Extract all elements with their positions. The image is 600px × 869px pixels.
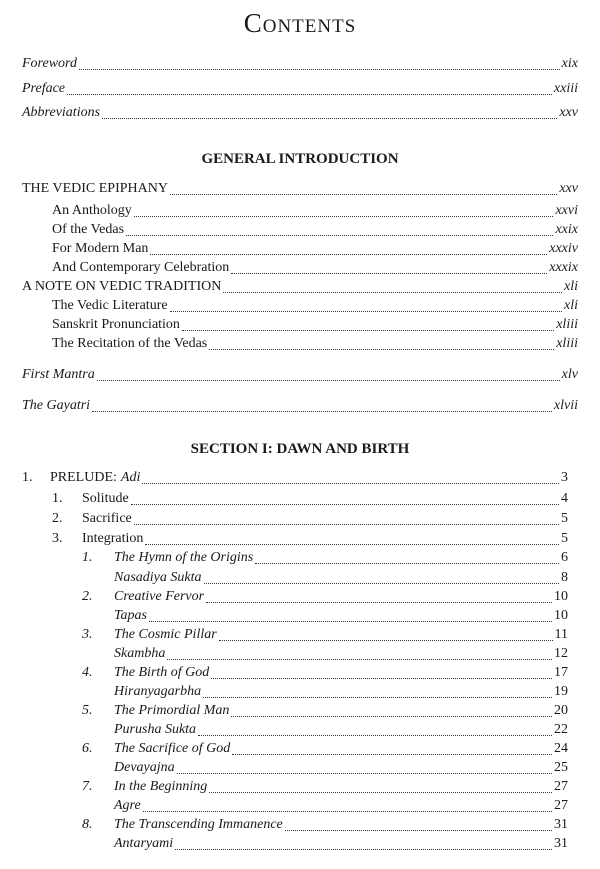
entry-label: Foreword [22,56,77,71]
entry-label: The Transcending Immanence [114,817,283,832]
entry-page: 10 [554,589,568,604]
entry-number: 3. [52,531,63,546]
entry-label: The Gayatri [22,398,91,413]
entry-number: 2. [82,589,93,604]
dot-leader [102,106,557,119]
dot-leader [134,512,559,525]
toc-entry [82,835,568,853]
entry-page: 5 [561,511,568,526]
section-heading: SECTION I: DAWN AND BIRTH [190,441,410,457]
entry-page: 6 [561,550,568,565]
section-heading: GENERAL INTRODUCTION [201,151,399,167]
toc-entry [52,335,578,353]
entry-label: Agre [114,798,141,813]
entry-number: 6. [82,741,93,756]
page-title: Contents [243,8,357,38]
entry-label: Abbreviations [22,105,101,120]
entry-page: xxix [555,222,578,237]
toc-entry [82,797,568,815]
dot-leader [143,799,552,812]
entry-label: The Recitation of the Vedas [52,336,208,351]
dot-leader [167,647,552,660]
entry-label: In the Beginning [114,779,208,794]
dot-leader [175,837,552,850]
entry-label: Tapas [114,608,147,623]
toc-entry [82,607,568,625]
toc-entry [52,510,568,528]
entry-page: 25 [554,760,568,775]
toc-entry [82,702,568,720]
entry-label: Solitude [82,491,129,506]
toc-entry [82,588,568,606]
toc-entry [82,778,568,796]
toc-entry [82,740,568,758]
toc-entry [82,721,568,739]
dot-leader [126,223,553,236]
entry-page: xxv [559,105,578,120]
entry-label-italic: Adi [120,470,141,485]
entry-label: Creative Fervor [114,589,205,604]
toc-entry [82,626,568,644]
entry-label: Purusha Sukta [114,722,197,737]
entry-label: For Modern Man [52,241,149,256]
entry-number: 1. [52,491,63,506]
dot-leader [203,685,552,698]
entry-number: 3. [82,627,93,642]
dot-leader [219,628,553,641]
dot-leader [150,242,547,255]
toc-entry [52,202,578,220]
dot-leader [209,337,554,350]
dot-leader [97,368,560,381]
entry-label: Devayajna [114,760,175,775]
entry-page: xli [564,279,578,294]
entry-page: 24 [554,741,568,756]
entry-label: The Primordial Man [114,703,230,718]
toc-entry [52,297,578,315]
toc-entry [82,645,568,663]
entry-page: xlvii [553,398,578,413]
entry-page: xxvi [555,203,578,218]
dot-leader [209,780,552,793]
toc-entry [22,180,578,198]
dot-leader [231,704,552,717]
entry-label: PRELUDE: [50,470,117,485]
entry-label: Of the Vedas [52,222,125,237]
dot-leader [232,742,552,755]
toc-entry [22,278,578,296]
entry-page: xliii [556,317,578,332]
entry-page: 5 [561,531,568,546]
entry-number: 2. [52,511,63,526]
entry-label: Skambha [114,646,166,661]
entry-page: 17 [554,665,568,680]
entry-label: An Anthology [52,203,132,218]
dot-leader [182,318,554,331]
entry-page: 19 [554,684,568,699]
entry-page: 3 [561,470,568,485]
entry-page: 4 [561,491,568,506]
dot-leader [177,761,552,774]
entry-page: xlv [561,367,578,382]
toc-entry [82,549,568,567]
toc-entry [52,221,578,239]
entry-label: Hiranyagarbha [114,684,202,699]
dot-leader [67,82,552,95]
entry-page: 12 [554,646,568,661]
toc-entry [22,80,578,98]
toc-entry [52,316,578,334]
dot-leader [211,666,552,679]
entry-page: 8 [561,570,568,585]
entry-label: THE VEDIC EPIPHANY [22,181,168,196]
dot-leader [134,204,554,217]
dot-leader [198,723,552,736]
entry-number: 5. [82,703,93,718]
entry-number: 8. [82,817,93,832]
dot-leader [142,471,559,484]
dot-leader [149,609,552,622]
toc-entry [22,55,578,73]
entry-number: 1. [22,470,33,485]
dot-leader [92,399,552,412]
entry-page: 27 [554,779,568,794]
dot-leader [223,280,562,293]
dot-leader [131,492,559,505]
toc-entry [82,683,568,701]
entry-number: 7. [82,779,93,794]
entry-page: 11 [554,627,568,642]
entry-label: The Birth of God [114,665,210,680]
dot-leader [231,261,547,274]
toc-entry [22,104,578,122]
entry-label: Sanskrit Pronunciation [52,317,180,332]
toc-entry [22,397,578,415]
toc-entry [52,240,578,258]
entry-label: Sacrifice [82,511,132,526]
entry-page: xix [561,56,578,71]
entry-page: xxxix [549,260,578,275]
entry-label: First Mantra [22,367,95,382]
entry-page: 10 [554,608,568,623]
dot-leader [79,57,560,70]
toc-entry [82,759,568,777]
dot-leader [206,590,552,603]
dot-leader [145,532,559,545]
entry-label: Integration [82,531,144,546]
entry-label: The Vedic Literature [52,298,168,313]
entry-page: xxv [559,181,578,196]
entry-label: The Cosmic Pillar [114,627,217,642]
entry-label: Antaryami [114,836,174,851]
entry-page: xxxiv [549,241,578,256]
dot-leader [170,299,562,312]
toc-entry [22,366,578,384]
entry-page: xliii [556,336,578,351]
entry-label: The Sacrifice of God [114,741,231,756]
dot-leader [285,818,552,831]
toc-entry [82,664,568,682]
entry-label: Nasadiya Sukta [114,570,202,585]
entry-page: xli [564,298,578,313]
toc-entry [82,816,568,834]
toc-entry [82,569,568,587]
entry-label: And Contemporary Celebration [52,260,230,275]
toc-entry [52,259,578,277]
dot-leader [170,182,557,195]
entry-number: 4. [82,665,93,680]
entry-number: 1. [82,550,93,565]
entry-page: 31 [554,817,568,832]
toc-entry [22,469,568,487]
entry-label: Preface [22,81,66,96]
dot-leader [255,551,559,564]
entry-page: 22 [554,722,568,737]
entry-label: A NOTE ON VEDIC TRADITION [22,279,222,294]
entry-label: The Hymn of the Origins [114,550,254,565]
entry-page: 31 [554,836,568,851]
entry-page: xxiii [553,81,578,96]
dot-leader [204,571,560,584]
toc-entry [52,530,568,548]
entry-page: 27 [554,798,568,813]
entry-page: 20 [554,703,568,718]
toc-entry [52,490,568,508]
